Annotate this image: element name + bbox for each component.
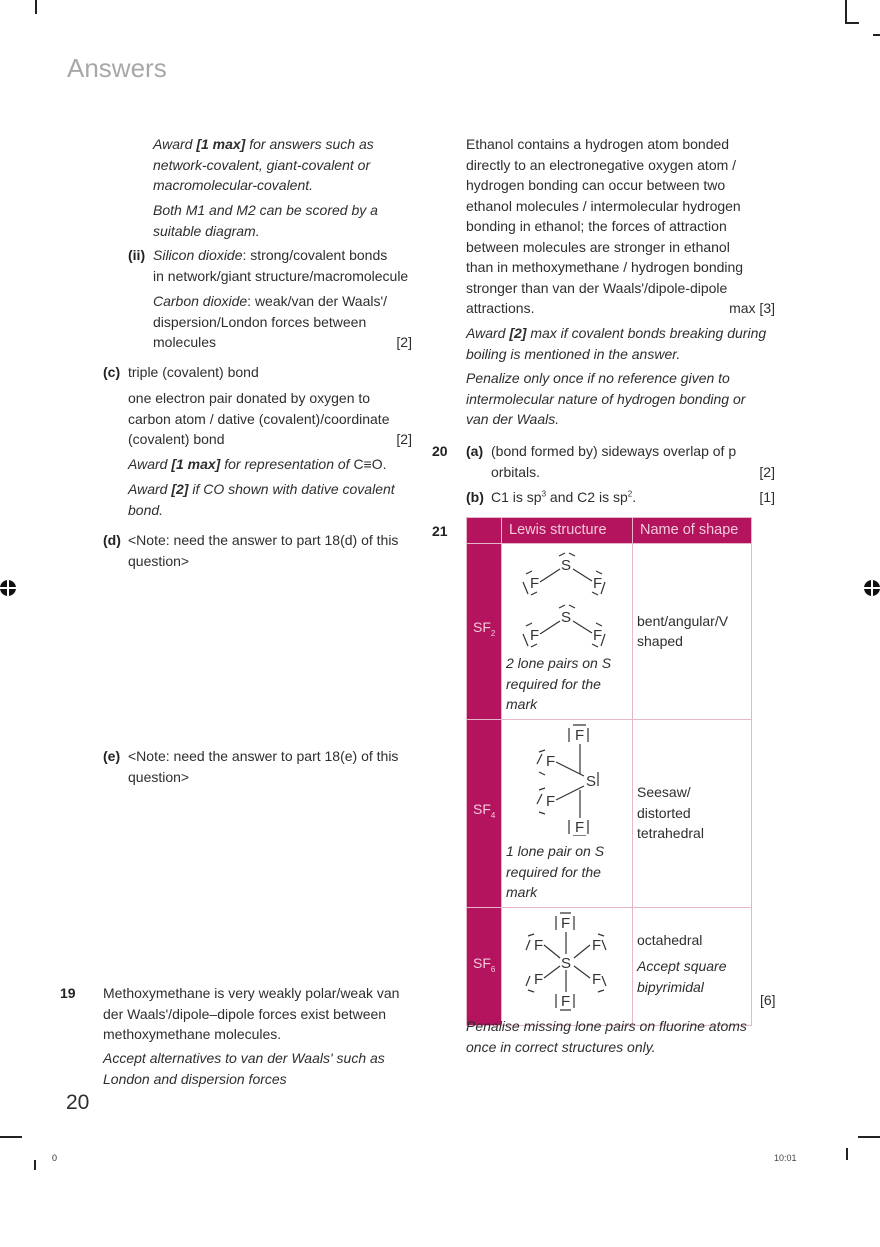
svg-text:F: F [593,626,603,644]
question-number: 21 [432,523,448,539]
svg-text:S: S [561,608,572,626]
svg-text:F: F [575,726,585,744]
award-note: Award [1 max] for representation of C≡O. [128,456,387,472]
sf6-lewis-structure [506,912,628,1016]
carbon-dioxide-answer: Carbon dioxide: weak/van der Waals'/ dispersion/London forces between molecules [2] [153,293,412,350]
svg-text:F: F [546,752,556,770]
lone-pair-note: 1 lone pair on S required for the mark [506,843,605,900]
footer-code-left: 0 [52,1153,58,1163]
sf2-lewis-structure [506,548,628,648]
award-note-1: Award [1 max] for answers such as network-covalent, giant-covalent or macromolecular-covalent. [153,136,374,193]
crop-mark [845,0,847,24]
table-row [467,719,752,907]
part-label: (b) [466,489,484,505]
svg-text:F: F [534,970,544,988]
lewis-cell [502,719,633,907]
formula-cell: $SF_6$ [467,907,502,1026]
svg-text:F: F [561,914,571,932]
header-cell [467,518,502,544]
crop-mark [34,1160,36,1170]
svg-text:F: F [575,818,585,836]
part-label: (a) [466,443,484,459]
diagram-note: Both M1 and M2 can be scored by a suitable diagram. [153,202,378,239]
formula-cell: $SF_2$ [467,543,502,719]
footer-code-right: 10:01 [774,1153,797,1163]
answer-text: triple (covalent) bond [128,364,259,380]
header-cell: Name of shape [633,518,752,544]
lewis-cell [502,907,633,1026]
accept-note: Accept alternatives to van der Waals' such as London and dispersion forces [103,1050,385,1087]
svg-text:F: F [592,936,602,954]
svg-text:F: F [530,574,540,592]
svg-text:F: F [593,574,603,592]
svg-text:S: S [561,556,572,574]
formula-cell: $SF_4$ [467,719,502,907]
crop-mark [0,1136,22,1138]
accept-note: Accept square bipyrimidal [637,958,727,995]
svg-text:S: S [561,954,572,972]
ethanol-answer: Ethanol contains a hydrogen atom bonded directly to an electronegative oxygen atom / hydrogen bonding can occur between two ethanol molecules / intermolecular hydrogen bonding in ethanol; the forces of attraction between molecules are stronger in ethanol than in methoxymethane / hydrogen bonding stronger than van der Waals'/dipole-dipole attractions. max [3] [466,136,775,316]
crop-mark [35,0,37,14]
svg-text:F: F [561,992,571,1010]
registration-mark [0,580,16,596]
svg-text:F: F [546,792,556,810]
registration-mark [864,580,880,596]
table-header-row [467,518,752,544]
header-cell: Lewis structure [502,518,633,544]
note-text: <Note: need the answer to part 18(e) of this question> [128,748,399,785]
answer-text: (bond formed by) sideways overlap of p orbitals. [2] [491,443,775,480]
table-row [467,543,752,719]
note-text: <Note: need the answer to part 18(d) of this question> [128,532,399,569]
svg-text:F: F [592,970,602,988]
silicon-dioxide-answer: Silicon dioxide: strong/covalent bonds in network/giant structure/macromolecule [153,247,409,284]
sf4-lewis-structure [506,724,628,836]
table-row [467,907,752,1026]
svg-text:F: F [534,936,544,954]
answer-text: Methoxymethane is very weakly polar/weak van der Waals'/dipole–dipole forces exist between methoxymethane molecules. [103,985,400,1042]
penalise-note: Penalise missing lone pairs on fluorine atoms once in correct structures only. [466,1018,747,1055]
page-number: 20 [66,1091,90,1114]
question-number: 19 [60,985,76,1001]
shape-cell: octahedral Accept square bipyrimidal [633,907,752,1026]
answer-text: C1 is $sp^3$ and C2 is $sp^2$. [1] [491,489,775,505]
svg-text:S: S [586,772,597,790]
shape-cell: bent/angular/V shaped [633,543,752,719]
crop-mark [873,34,880,36]
answer-text: one electron pair donated by oxygen to carbon atom / dative (covalent)/coordinate (covalent) bond [2] [128,390,412,447]
award-note: Award [2] max if covalent bonds breaking during boiling is mentioned in the answer. [466,325,767,362]
shapes-table [466,517,752,1026]
crop-mark [845,22,859,24]
shape-cell: Seesaw/ distorted tetrahedral [633,719,752,907]
award-note: Award [2] if CO shown with dative covalent bond. [128,481,395,518]
question-number: 20 [432,443,448,459]
crop-mark [858,1136,880,1138]
lone-pair-note: 2 lone pairs on S required for the mark [506,655,612,712]
part-label: (d) [103,532,121,548]
part-label: (e) [103,748,121,764]
lewis-cell [502,543,633,719]
svg-text:F: F [530,626,540,644]
marks: [6] [760,992,776,1008]
page-title: Answers [67,53,167,83]
part-label: (c) [103,364,121,380]
penalize-note: Penalize only once if no reference given to intermolecular nature of hydrogen bonding or van der Waals. [466,370,746,427]
part-label: (ii) [128,247,146,263]
crop-mark [846,1148,848,1160]
